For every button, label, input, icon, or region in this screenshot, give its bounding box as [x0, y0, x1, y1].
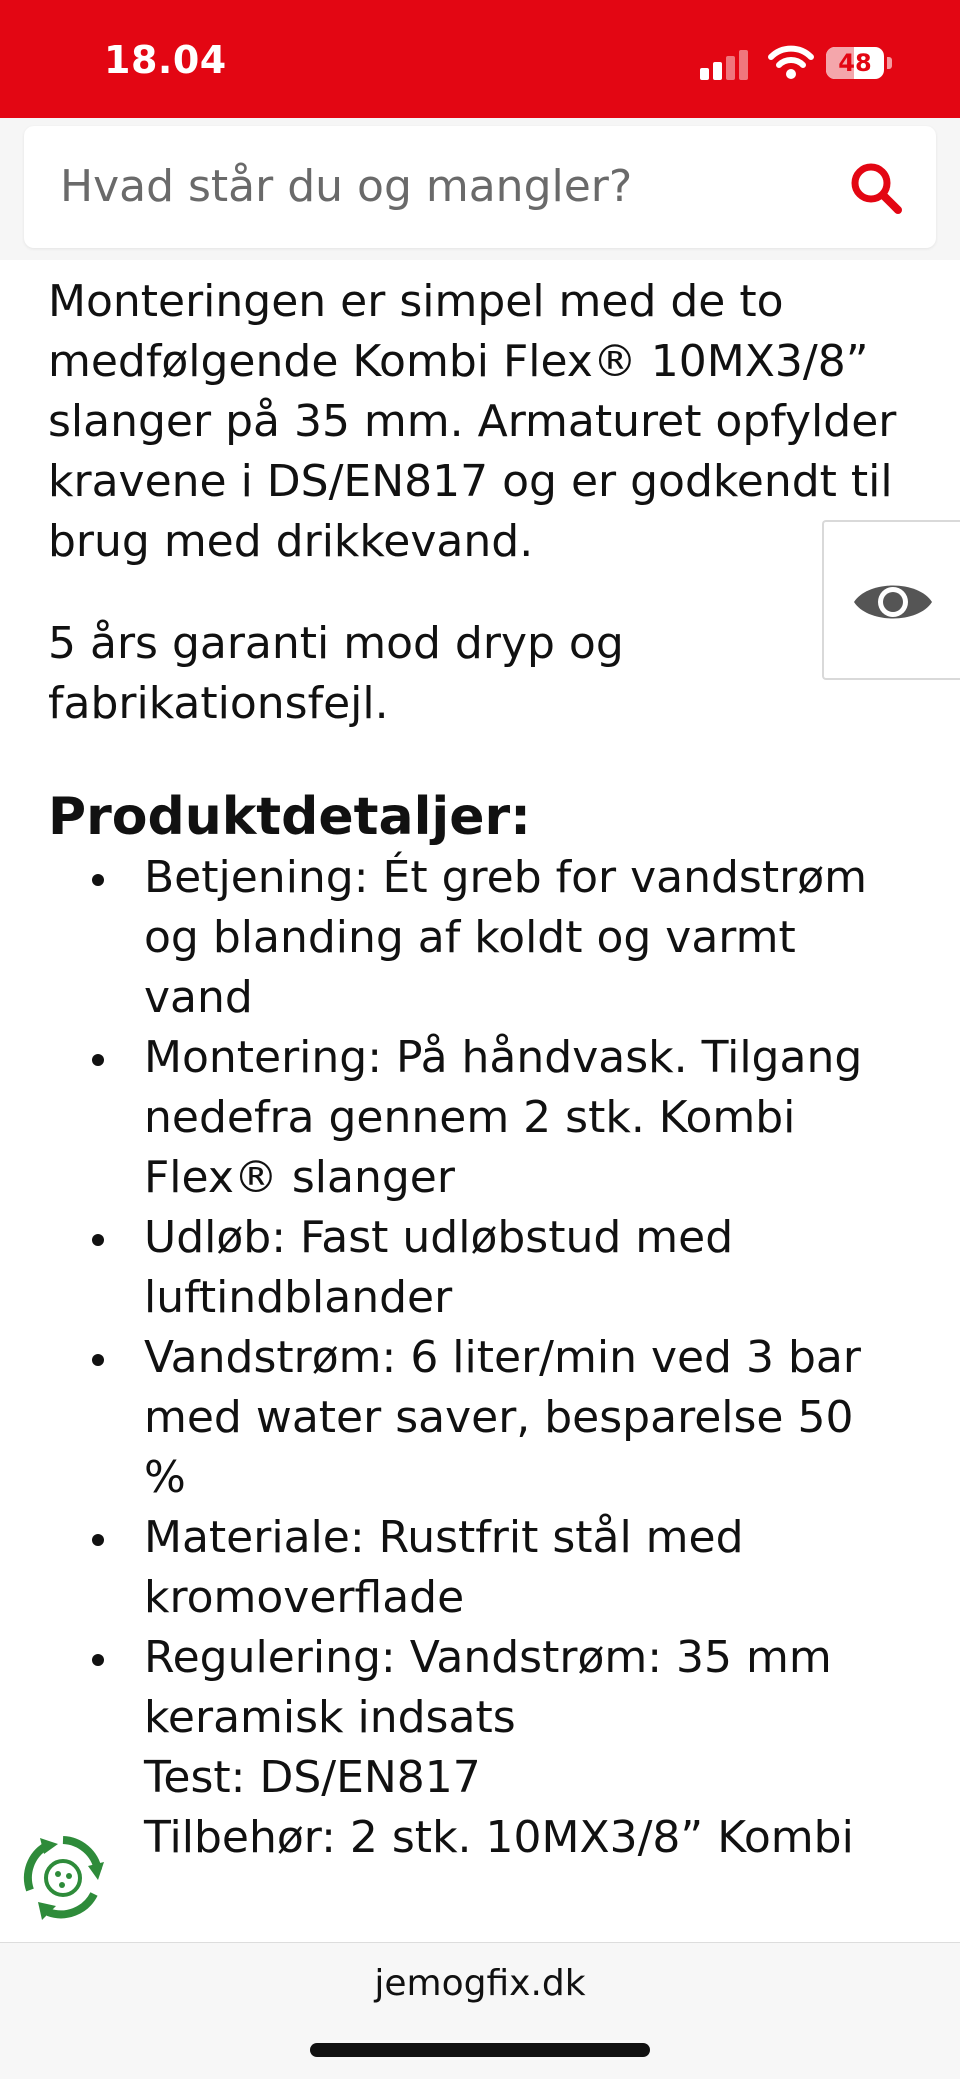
- list-item: [48, 1508, 908, 1628]
- url-text[interactable]: jemogfix.dk: [374, 1963, 586, 2004]
- bullet: [92, 1654, 104, 1666]
- battery-level: 48: [838, 49, 872, 77]
- eye-icon: [850, 574, 936, 630]
- browser-address-bar: [0, 1942, 960, 2079]
- detail-text: Vandstrøm: 6 liter/min ved 3 bar med water saver, besparelse 50 %: [144, 1332, 861, 1503]
- detail-text: Materiale: Rustfrit stål med kromoverflade: [144, 1512, 744, 1623]
- detail-text: Montering: På håndvask. Tilgang nedefra gennem 2 stk. Kombi Flex® slanger: [144, 1032, 863, 1203]
- detail-text: Test: DS/EN817: [144, 1752, 481, 1803]
- bullet: [92, 874, 104, 886]
- list-item: [48, 1748, 908, 1808]
- search-box[interactable]: [24, 126, 936, 248]
- bullet: [92, 1054, 104, 1066]
- list-item: [48, 1328, 908, 1508]
- wifi-icon: [768, 44, 814, 80]
- recycle-icon[interactable]: [18, 1832, 108, 1922]
- description-paragraph: Monteringen er simpel med de to medfølgende Kombi Flex® 10MX3/8” slanger på 35 mm. Armaturet opfylder kravene i DS/EN817 og er godkendt til brug med drikkevand.: [48, 276, 897, 567]
- list-item: [48, 1628, 908, 1748]
- status-bar: [0, 0, 960, 118]
- product-details-list: [48, 848, 908, 1868]
- bullet: [92, 1234, 104, 1246]
- battery-icon: [826, 47, 884, 79]
- search-bar: [0, 118, 960, 260]
- battery-cap: [887, 57, 892, 69]
- list-item: [48, 1808, 908, 1868]
- search-icon[interactable]: [846, 158, 906, 218]
- bullet: [92, 1354, 104, 1366]
- detail-text: Betjening: Ét greb for vandstrøm og blanding af koldt og varmt vand: [144, 852, 867, 1023]
- product-details-heading: Produktdetaljer:: [48, 787, 531, 847]
- accessibility-widget-button[interactable]: [822, 520, 960, 680]
- detail-text: Tilbehør: 2 stk. 10MX3/8” Kombi: [144, 1812, 854, 1863]
- product-description: [48, 272, 908, 1868]
- detail-text: Udløb: Fast udløbstud med luftindblander: [144, 1212, 734, 1323]
- list-item: [48, 1028, 908, 1208]
- search-input[interactable]: [60, 156, 840, 216]
- detail-text: Regulering: Vandstrøm: 35 mm keramisk indsats: [144, 1632, 832, 1743]
- warranty-paragraph: 5 års garanti mod dryp og fabrikationsfejl.: [48, 618, 624, 729]
- home-indicator[interactable]: [310, 2043, 650, 2057]
- list-item: [48, 848, 908, 1028]
- bullet: [92, 1534, 104, 1546]
- status-time: 18.04: [104, 38, 227, 82]
- list-item: [48, 1208, 908, 1328]
- cellular-signal-icon: [700, 50, 750, 80]
